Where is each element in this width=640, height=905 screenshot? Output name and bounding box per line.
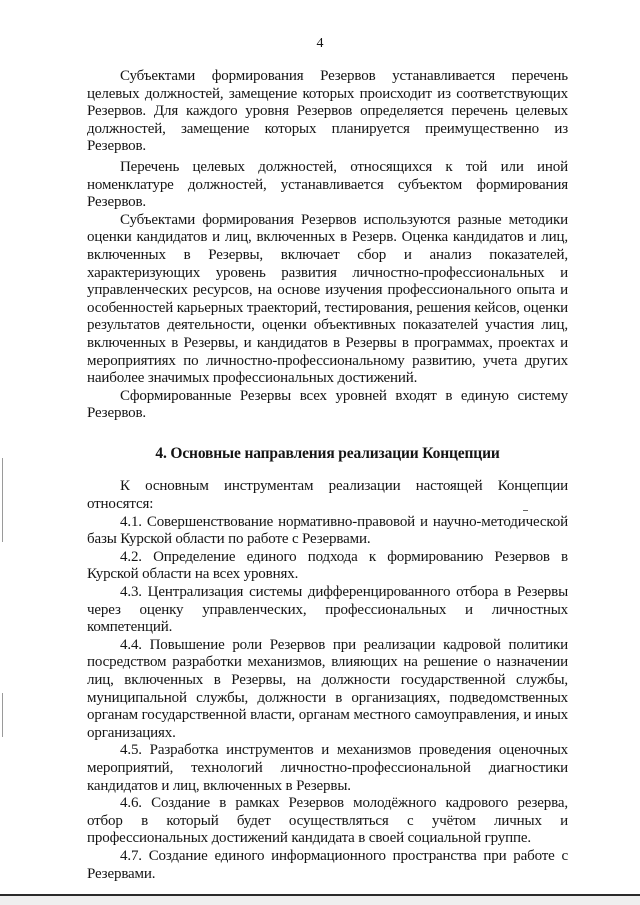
section-heading: 4. Основные направления реализации Концепции <box>155 444 500 462</box>
paragraph-nomenclature: Перечень целевых должностей, относящихся к той или иной номенклатуре должностей, устанавливается субъектом формирования Резервов. <box>87 158 568 211</box>
list-item: 4.3. Централизация системы дифференцированного отбора в Резервы через оценку управленческих, профессиональных и личностных компетенций. <box>87 584 568 636</box>
list-item: 4.1. Совершенствование нормативно-правовой и научно-методической базы Курской области по работе с Резервами. <box>87 513 568 548</box>
page-number: 4 <box>316 36 324 51</box>
list-item: 4.5. Разработка инструментов и механизмов проведения оценочных мероприятий, технологий личностно-профессиональной диагностики кандидатов и лиц, включенных в Резервы. <box>87 742 568 794</box>
list-item: 4.4. Повышение роли Резервов при реализации кадровой политики посредством разработки механизмов, влияющих на решение о назначении лиц, включенных в Резервы, на должности государственной службы, муниципальной службы, должности в организациях, подведомственных органам государственной власти, органам местного самоуправления, и иных организациях. <box>87 636 568 741</box>
list-item: 4.7. Создание единого информационного пространства при работе с Резервами. <box>87 847 568 882</box>
scan-bottom-shade <box>0 896 640 905</box>
scan-edge-mark <box>2 458 3 542</box>
list-item: 4.2. Определение единого подхода к формированию Резервов в Курской области на всех уровнях. <box>87 548 568 583</box>
paragraph-target-positions: Субъектами формирования Резервов устанавливается перечень целевых должностей, замещение которых происходит из соответствующих Резервов. Для каждого уровня Резервов определяется перечень целевых должностей, замещение которых планируется преимущественно из Резервов. <box>87 68 568 155</box>
scan-edge-mark <box>2 693 3 737</box>
section-intro: К основным инструментам реализации настоящей Концепции относятся: <box>87 478 568 513</box>
list-item: 4.6. Создание в рамках Резервов молодёжного кадрового резерва, отбор в который будет осуществляться с учётом личных и профессиональных достижений кандидата в своей социальной группе. <box>87 795 568 847</box>
paragraph-unified-system: Сформированные Резервы всех уровней входят в единую систему Резервов. <box>87 387 568 422</box>
document-body <box>87 68 568 883</box>
paragraph-assessment-methods: Субъектами формирования Резервов используются разные методики оценки кандидатов и лиц, включенных в Резерв. Оценка кандидатов и лиц, включенных в Резервы, включает сбор и анализ показателей, характеризующих уровень развития личностно-профессиональных и управленческих ресурсов, на основе изучения профессионального опыта и особенностей карьерных траекторий, тестирования, решения кейсов, оценки результатов деятельности, оценки объективных показателей участия лиц, включенных в Резервы, и кандидатов в Резервы в программах, проектах и мероприятиях по личностно-профессиональному развитию, учета других наиболее значимых профессиональных достижений. <box>87 211 568 387</box>
